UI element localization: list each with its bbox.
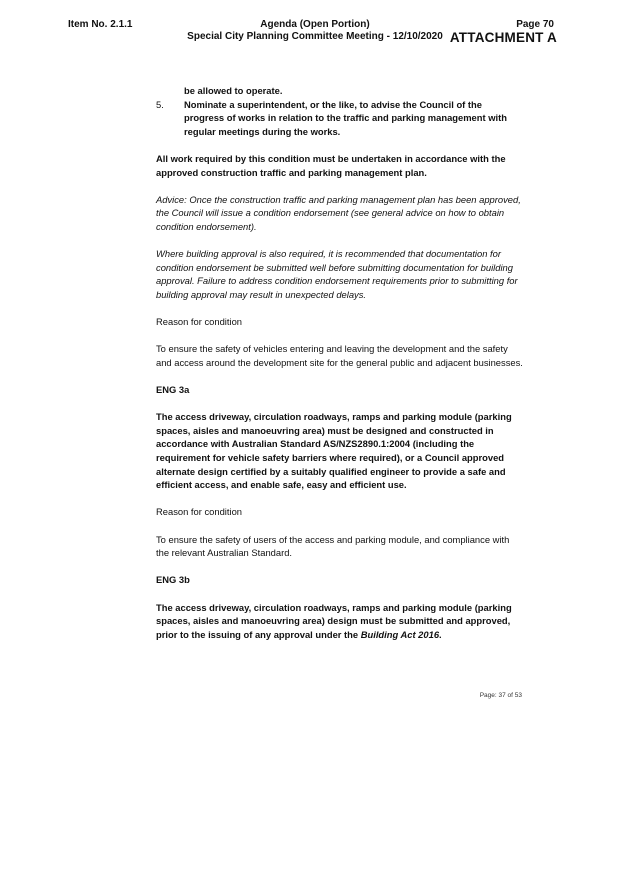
all-work-paragraph: All work required by this condition must be undertaken in accordance with the approved construction traffic and parking management plan. <box>156 152 506 178</box>
reason-text-1: To ensure the safety of vehicles entering and leaving the development and the safety and access around the development site for the general public and adjacent businesses. <box>156 343 523 368</box>
reason-text-2: To ensure the safety of users of the access and parking module, and compliance with the relevant Australian Standard. <box>156 533 510 559</box>
building-approval-paragraph: Where building approval is also required, it is recommended that documentation for condition endorsement be submitted well before submitting documentation for building approval. Failure to address condition endorsement requirements prior to submitting for building approval may result in unexpected delays. <box>156 248 518 300</box>
advice-paragraph: Advice: Once the construction traffic and parking management plan has been approved, the Council will issue a condition endorsement (see general advice on how to obtain condition endorsement). <box>156 193 521 232</box>
page-footer: Page: 37 of 53 <box>479 692 522 699</box>
meeting-header <box>170 19 460 43</box>
document-body <box>156 84 524 655</box>
eng3b-heading: ENG 3b <box>156 574 190 586</box>
item-number: Item No. 2.1.1 <box>68 19 133 30</box>
meeting-title: Special City Planning Committee Meeting - 12/10/2020 <box>187 31 443 42</box>
list-item-number: 5. <box>156 98 164 110</box>
agenda-title: Agenda (Open Portion) <box>260 19 370 30</box>
eng3b-text-end: . <box>439 628 442 640</box>
attachment-label: ATTACHMENT A <box>449 30 557 45</box>
eng3b-text-main: The access driveway, circulation roadways, ramps and parking module (parking spaces, aisles and manoeuvring area) design must be submitted and approved, prior to the issuing of any approval under the <box>156 601 512 640</box>
list-item-5 <box>156 98 524 139</box>
eng3a-heading: ENG 3a <box>156 384 190 396</box>
continuation-text: be allowed to operate. <box>184 85 283 96</box>
page-number: Page 70 <box>516 19 554 30</box>
reason-heading-2: Reason for condition <box>156 506 242 518</box>
building-act-reference: Building Act 2016 <box>360 628 440 640</box>
eng3b-text <box>156 601 524 642</box>
eng3a-text: The access driveway, circulation roadways, ramps and parking module (parking spaces, aisles and manoeuvring area) must be designed and constructed in accordance with Australian Standard AS/NZS2890.1:2004 (including the requirement for vehicle safety barriers where required), or a Council approved alternate design certified by a suitably qualified engineer to provide a safe and efficient access, and enable safe, easy and efficient use. <box>156 411 512 491</box>
reason-heading-1: Reason for condition <box>156 316 242 328</box>
list-item-text: Nominate a superintendent, or the like, to advise the Council of the progress of works in relation to the traffic and parking management with regular meetings during the works. <box>184 98 507 137</box>
